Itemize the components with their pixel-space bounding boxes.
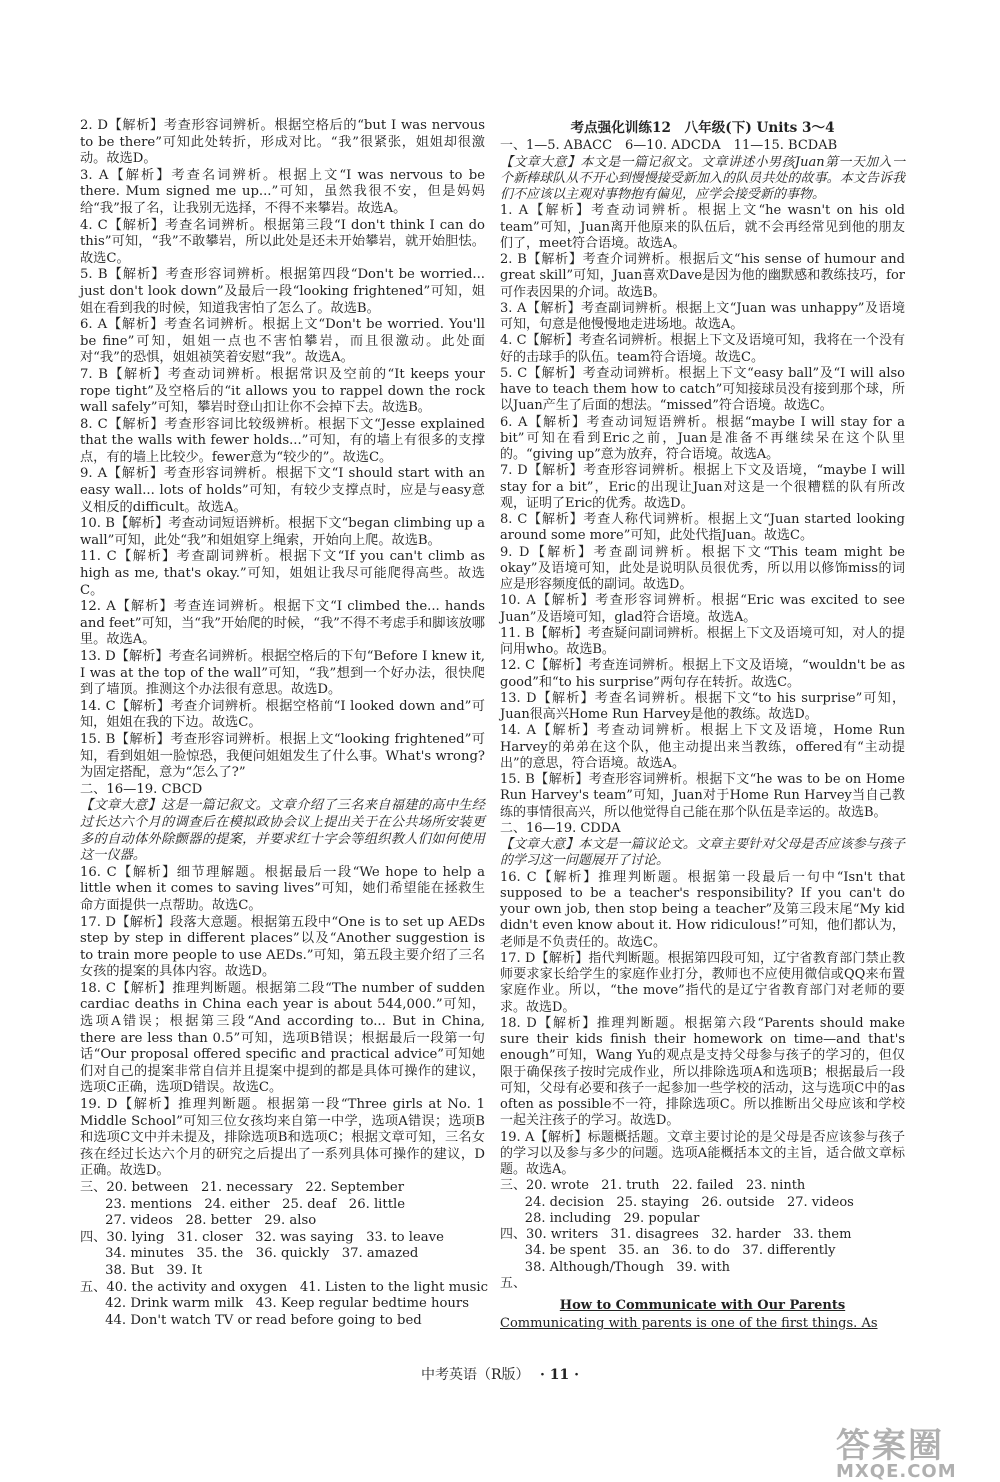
answer-explanation: 19. D【解析】推理判断题。根据第一段“Three girls at No. 1 Middle School”可知三位女孩均来自第一中学，选项A错误；选项B和选项C文中并未提及，排除选项B和选项C；根据文章可知，三名女孩在经过长达六个月的研究之后提出了一系列具体可操作的建议，D正确。故选D。 xyxy=(80,1097,485,1179)
fill-answer-line: 42. Drink warm milk 43. Keep regular bedtime hours xyxy=(80,1296,469,1312)
answer-explanation: 16. C【解析】推理判断题。根据第一段最后一句中“Isn't that supposed to be a teacher's responsibility? If you can't do your own job, then stop being a teacher”及第三段末尾“My kid didn't even know about it. How ridiculous!”可知，他们都认为，老师是不负责任的。故选C。 xyxy=(500,869,905,950)
answer-explanation: 10. A【解析】考查形容词辨析。根据“Eric was excited to see Juan”及语境可知，glad符合语境。故选A。 xyxy=(500,593,905,625)
answer-explanation: 4. C【解析】考查名词辨析。根据第三段“I don't think I can do this”可知，“我”不敢攀岩，所以此处是还未开始攀岩，就开始胆怯。故选C。 xyxy=(80,217,485,266)
answer-explanation: 14. A【解析】考查动词辨析。根据上下文及语境，Home Run Harvey的弟弟在这个队，他主动提出来当教练，offered有“主动提出”的意思，符合语境。故选A。 xyxy=(500,723,905,771)
left-sec2-answers: 二、16—19. CBCD xyxy=(80,781,203,797)
fill-answer-line: 44. Don't watch TV or read before going to bed xyxy=(80,1312,422,1328)
answer-explanation: 13. D【解析】考查名词辨析。根据下文“to his surprise”可知，Juan很高兴Home Run Harvey是他的教练。故选D。 xyxy=(500,690,905,722)
fill-answer-line: 24. decision 25. staying 26. outside 27. videos xyxy=(500,1194,854,1210)
answer-explanation: 19. A【解析】标题概括题。文章主要讨论的是父母是否应该参与孩子的学习以及参与多少的问题。选项A能概括本文的主旨，适合做文章标题。故选A。 xyxy=(500,1129,905,1177)
watermark-logo xyxy=(836,1418,957,1482)
answer-explanation: 17. D【解析】段落大意题。根据第五段中“One is to set up AEDs step by step in different places”以及“Another suggestion is to train more people to use AEDs.”可知，第五段主要介绍了三名女孩的提案的具体内容。故选D。 xyxy=(80,914,485,980)
answer-explanation: 15. B【解析】考查形容词辨析。根据上文“looking frightened”可知，看到姐姐一脸惊恐，我便问姐姐发生了什么事。What's wrong? 为固定搭配，意为“怎么了?” xyxy=(80,731,485,781)
section-title: 考点强化训练12 八年级(下) Units 3～4 xyxy=(570,120,835,136)
answer-explanation: 6. A【解析】考查动词短语辨析。根据“maybe I will stay for a bit”可知在看到Eric之前，Juan是准备不再继续呆在这个队里的。“giving up”意为放弃，符合语境。故选A。 xyxy=(500,414,905,462)
fill-answer-line: 38. Although/Though 39. with xyxy=(500,1259,731,1275)
answer-explanation: 9. D【解析】考查副词辨析。根据下文“This team might be okay”及语境可知，此处是说明队员很优秀，所以用以修饰miss的词应是形容频度低的副词。故选D。 xyxy=(500,544,905,592)
watermark-url: MXQE.COM xyxy=(836,1461,957,1482)
answer-explanation: 16. C【解析】细节理解题。根据最后一段“We hope to help a little when it comes to saving lives”可知，她们希望能在拯救生命方面提供一点帮助。故选C。 xyxy=(80,864,485,913)
answer-explanation: 2. B【解析】考查介词辨析。根据后文“his sense of humour and great skill”可知，Juan喜欢Dave是因为他的幽默感和教练技巧，for可作表因果的介词。故选B。 xyxy=(500,252,905,300)
answer-explanation: 10. B【解析】考查动词短语辨析。根据下文“began climbing up a wall”可知，此处“我”和姐姐穿上绳索，开始向上爬。故选B。 xyxy=(80,516,485,548)
answer-explanation: 9. A【解析】考查形容词辨析。根据下文“I should start with an easy wall... lots of holds”可知，有较少支撑点时，应是与easy意义相反的difficult。故选A。 xyxy=(80,466,485,515)
left-sec2-items xyxy=(80,865,485,1180)
fill-answer-line: 五、40. the activity and oxygen 41. Listen to the light music xyxy=(80,1279,488,1295)
fill-answer-line: 四、30. lying 31. closer 32. was saying 33. to leave xyxy=(80,1229,444,1245)
answer-explanation: 4. C【解析】考查名词辨析。根据上下文及语境可知，我将在一个没有好的击球手的队伍。team符合语境。故选C。 xyxy=(500,333,905,365)
watermark-text: 答案圈 xyxy=(836,1426,944,1466)
fill-answer-line: 23. mentions 24. either 25. deaf 26. little xyxy=(80,1196,406,1212)
answer-explanation: 7. B【解析】考查动词辨析。根据常识及空前的“It keeps your rope tight”及空格后的“it allows you to rappel down the rock wall safely”可知，攀岩时登山扣让你不会掉下去。故选B。 xyxy=(80,366,485,416)
fill-answer-line: 三、20. wrote 21. truth 22. failed 23. ninth xyxy=(500,1178,806,1194)
answer-explanation: 3. A【解析】考查名词辨析。根据上文“I was nervous to be there. Mum signed me up...”可知，虽然我很不安，但是妈妈给“我”报了名，让我别无选择，不得不来攀岩。故选A。 xyxy=(80,167,485,216)
answer-explanation: 3. A【解析】考查副词辨析。根据上文“Juan was unhappy”及语境可知，句意是他慢慢地走进场地。故选A。 xyxy=(500,300,905,332)
right-sec2-summary: 【文章大意】本文是一篇议论文。文章主要针对父母是否应该参与孩子的学习这一问题展开了讨论。 xyxy=(500,837,905,869)
answer-explanation: 5. C【解析】考查动词辨析。根据上下文“easy ball”及“I will also have to teach them how to catch”可知接球员没有接到那个球，所以Juan产生了后面的想法。“missed”符合语境。故选C。 xyxy=(500,365,905,414)
fill-answer-line: 38. But 39. It xyxy=(80,1262,203,1278)
left-fill-answers xyxy=(80,1180,488,1329)
answer-explanation: 13. D【解析】考查名词辨析。根据空格后的下句“Before I knew it, I was at the top of the wall”可知，“我”想到一个好办法，很快爬到了墙顶。推测这个办法很有意思。故选D。 xyxy=(80,649,485,698)
answer-explanation: 11. B【解析】考查疑问副词辨析。根据上下文及语境可知，对人的提问用who。故选B。 xyxy=(500,625,905,657)
left-items xyxy=(80,118,485,782)
left-column xyxy=(80,118,488,1329)
answer-explanation: 18. D【解析】推理判断题。根据第六段“Parents should make sure their kids finish their homework on time—and that's enough”可知，Wang Yu的观点是支持父母参与孩子的学习的，但仅限于确保孩子按时完成作业，所以排除选项A和选项B；根据最后一段可知，父母有必要和孩子一起参加一些学校的活动，这与选项C中的as often as possible不一符，排除选项C。所以推断出父母应该和学校一起关注孩子的学习。故选D。 xyxy=(500,1015,905,1129)
answer-explanation: 17. D【解析】指代判断题。根据第四段可知，辽宁省教育部门禁止教师要求家长给学生的家庭作业打分，教师也不应使用微信或QQ来布置家庭作业。所以，“the move”指代的是辽宁省教育部门对老师的要求。故选D。 xyxy=(500,950,905,1015)
answer-explanation: 15. B【解析】考查形容词辨析。根据下文“he was to be on Home Run Harvey's team”可知，Juan对于Home Run Harvey当自己教练的事情很高兴，所以他觉得自己能在那个队伍是幸运的。故选B。 xyxy=(500,772,905,820)
answer-explanation: 12. C【解析】考查连词辨析。根据上下文及语境，“wouldn't be as good”和“to his surprise”两句存在转折。故选C。 xyxy=(500,658,905,690)
right-sec2-answers: 二、16—19. CDDA xyxy=(500,820,621,836)
right-sec1-answers: 一、1—5. ABACC 6—10. ADCDA 11—15. BCDAB xyxy=(500,138,838,154)
fill-answer-line: 34. be spent 35. an 36. to do 37. differently xyxy=(500,1243,836,1259)
fill-answer-line: 四、30. writers 31. disagrees 32. harder 33. them xyxy=(500,1227,852,1242)
sec5-label: 五、 xyxy=(500,1275,527,1291)
right-items xyxy=(500,203,905,821)
essay-first-line: Communicating with parents is one of the first things. As xyxy=(500,1316,878,1332)
answer-explanation: 12. A【解析】考查连词辨析。根据下文“I climbed the... hands and feet”可知，当“我”开始爬的时候，“我”不得不考虑手和脚该放哪里。故选A。 xyxy=(80,599,485,648)
footer-subject: 中考英语（R版） xyxy=(421,1367,530,1383)
fill-answer-line: 27. videos 28. better 29. also xyxy=(80,1213,317,1229)
fill-answer-line: 34. minutes 35. the 36. quickly 37. amazed xyxy=(80,1246,419,1262)
answer-explanation: 5. B【解析】考查形容词辨析。根据第四段“Don't be worried... just don't look down”及最后一段“looking frightened”可知，姐姐在看到我的时候，知道我害怕了怎么了。故选B。 xyxy=(80,267,485,316)
left-sec2-summary: 【文章大意】这是一篇记叙文。文章介绍了三名来自福建的高中生经过长达六个月的调查后在模拟政协会议上提出关于在公共场所安装更多的自动体外除颤器的提案，并要求红十字会等组织教人们如何使用这一仪器。 xyxy=(80,798,485,864)
answer-explanation: 7. D【解析】考查形容词辨析。根据上下文及语境，“maybe I will stay for a bit”，Eric的出现让Juan对这是一个很糟糕的队有所改观，证明了Eric的优秀。故选D。 xyxy=(500,463,905,511)
right-sec2-items xyxy=(500,870,905,1179)
answer-explanation: 8. C【解析】考查形容词比较级辨析。根据下文“Jesse explained that the walls with fewer holds...”可知，有的墙上有很多的支撑点，有的墙上比较少。fewer意为“较少的”。故选C。 xyxy=(80,416,485,465)
fill-answer-line: 28. including 29. popular xyxy=(500,1210,700,1226)
answer-explanation: 14. C【解析】考查介词辨析。根据空格前“I looked down and”可知，姐姐在我的下边。故选C。 xyxy=(80,698,485,731)
right-fill-answers xyxy=(500,1178,905,1276)
fill-answer-line: 三、20. between 21. necessary 22. September xyxy=(80,1180,405,1195)
answer-explanation: 1. A【解析】考查动词辨析。根据上文“he wasn't on his old team”可知，Juan离开他原来的队伍后，就不会再经常见到他的朋友们了，meet符合语境。故选A。 xyxy=(500,203,905,251)
right-column xyxy=(500,118,905,1333)
page-number: · 11 · xyxy=(540,1367,579,1383)
answer-explanation: 6. A【解析】考查名词辨析。根据上文“Don't be worried. You'll be fine”可知，姐姐一点也不害怕攀岩，而且很激动。此处面对“我”的恐惧，姐姐祯笑着安慰“我”。故选A。 xyxy=(80,317,485,366)
answer-explanation: 8. C【解析】考查人称代词辨析。根据上文“Juan started looking around some more”可知，此处代指Juan。故选C。 xyxy=(500,512,905,544)
answer-explanation: 18. C【解析】推理判断题。根据第二段“The number of sudden cardiac deaths in China each year is about 544,000.”可知，选项A错误；根据第三段“And according to... But in China, there are less than 0.5”可知，选项B错误；根据最后一段第一句话“Our proposal offered specific and practical advice”可知她们对自己的提案非常自信并且提案中提到的都是具体可操作的建议，选项C正确，选项D错误。故选C。 xyxy=(80,980,485,1096)
page-footer xyxy=(0,1364,1000,1384)
essay-title: How to Communicate with Our Parents xyxy=(559,1298,846,1313)
answer-explanation: 11. C【解析】考查副词辨析。根据下文“If you can't climb as high as me, that's okay.”可知，姐姐让我尽可能爬得高些。故选C。 xyxy=(80,549,485,598)
right-sec1-summary: 【文章大意】本文是一篇记叙文。文章讲述小男孩Juan第一天加入一个新棒球队从不开心到慢慢接受新加入的队员共处的故事。本文告诉我们不应该以主观对事物抱有偏见，应学会接受新的事物。 xyxy=(500,154,905,202)
answer-explanation: 2. D【解析】考查形容词辨析。根据空格后的“but I was nervous to be there”可知此处转折，形成对比。“我”很紧张，姐姐却很激动。故选D。 xyxy=(80,118,485,167)
